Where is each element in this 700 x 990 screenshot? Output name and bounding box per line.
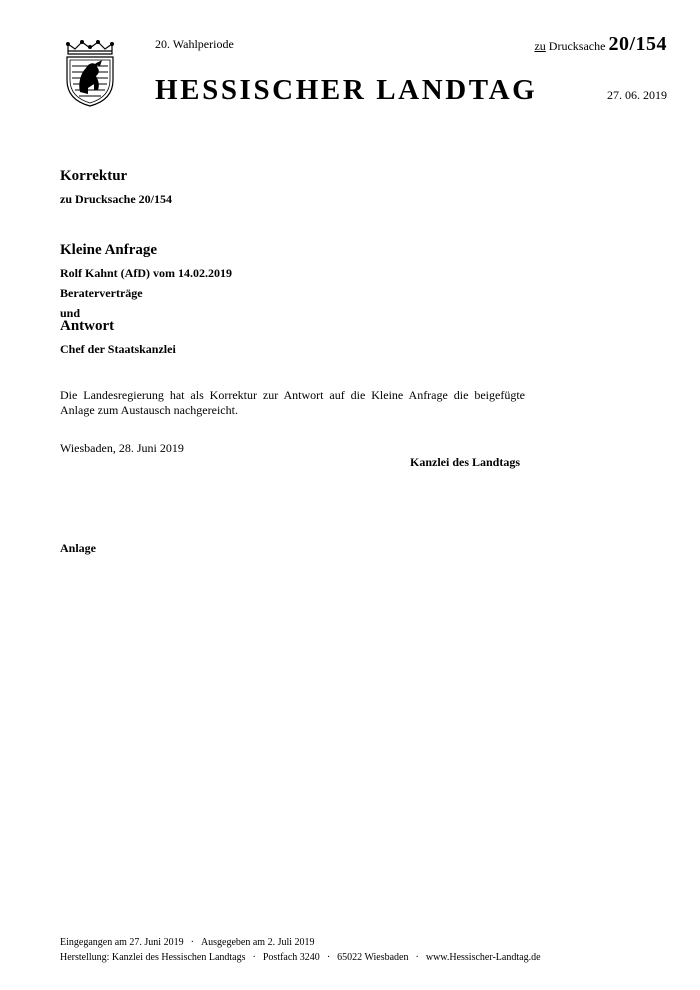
und-label: und: [60, 306, 81, 320]
drucksache-reference: [534, 33, 667, 56]
korrektur-subtitle: zu Drucksache 20/154: [60, 192, 172, 206]
anfrage-title: Kleine Anfrage: [60, 242, 158, 258]
body-paragraph: Die Landesregierung hat als Korrektur zur Antwort auf die Kleine Anfrage die beigefügte Anlage zum Austausch nachgereicht.: [60, 388, 525, 417]
drucksache-prefix: zu: [534, 39, 546, 53]
footer-producer: Herstellung: Kanzlei des Hessischen Landtags: [60, 952, 246, 963]
legislative-period: 20. Wahlperiode: [155, 37, 234, 51]
footer-issued: Ausgegeben am 2. Juli 2019: [200, 937, 315, 948]
footer-website-link[interactable]: www.Hessischer-Landtag.de: [425, 952, 541, 963]
footer-received: Eingegangen am 27. Juni 2019: [60, 937, 184, 948]
antwort-title: Antwort: [60, 318, 115, 334]
anfrage-author: Rolf Kahnt (AfD) vom 14.02.2019: [60, 266, 232, 280]
responder: Chef der Staatskanzlei: [60, 342, 176, 356]
drucksache-number: 20/154: [608, 33, 667, 55]
footer-separator: ·: [190, 937, 194, 948]
hessen-coat-of-arms-icon: [62, 40, 118, 108]
footer-postfach: Postfach 3240: [262, 952, 320, 963]
page-title: HESSISCHER LANDTAG: [155, 74, 538, 106]
anfrage-topic: Beraterverträge: [60, 286, 143, 300]
footer-address: [60, 952, 541, 963]
drucksache-label: Drucksache: [548, 39, 606, 53]
footer-dates: [60, 937, 315, 948]
signature-office: Kanzlei des Landtags: [409, 455, 520, 469]
anlage-label: Anlage: [60, 541, 96, 555]
footer-separator: ·: [415, 952, 419, 963]
place-date: Wiesbaden, 28. Juni 2019: [60, 441, 184, 455]
korrektur-title: Korrektur: [60, 168, 128, 184]
footer-separator: ·: [326, 952, 331, 963]
header-date: 27. 06. 2019: [607, 88, 667, 102]
footer-city: 65022 Wiesbaden: [337, 952, 409, 963]
footer-separator: ·: [252, 952, 256, 963]
